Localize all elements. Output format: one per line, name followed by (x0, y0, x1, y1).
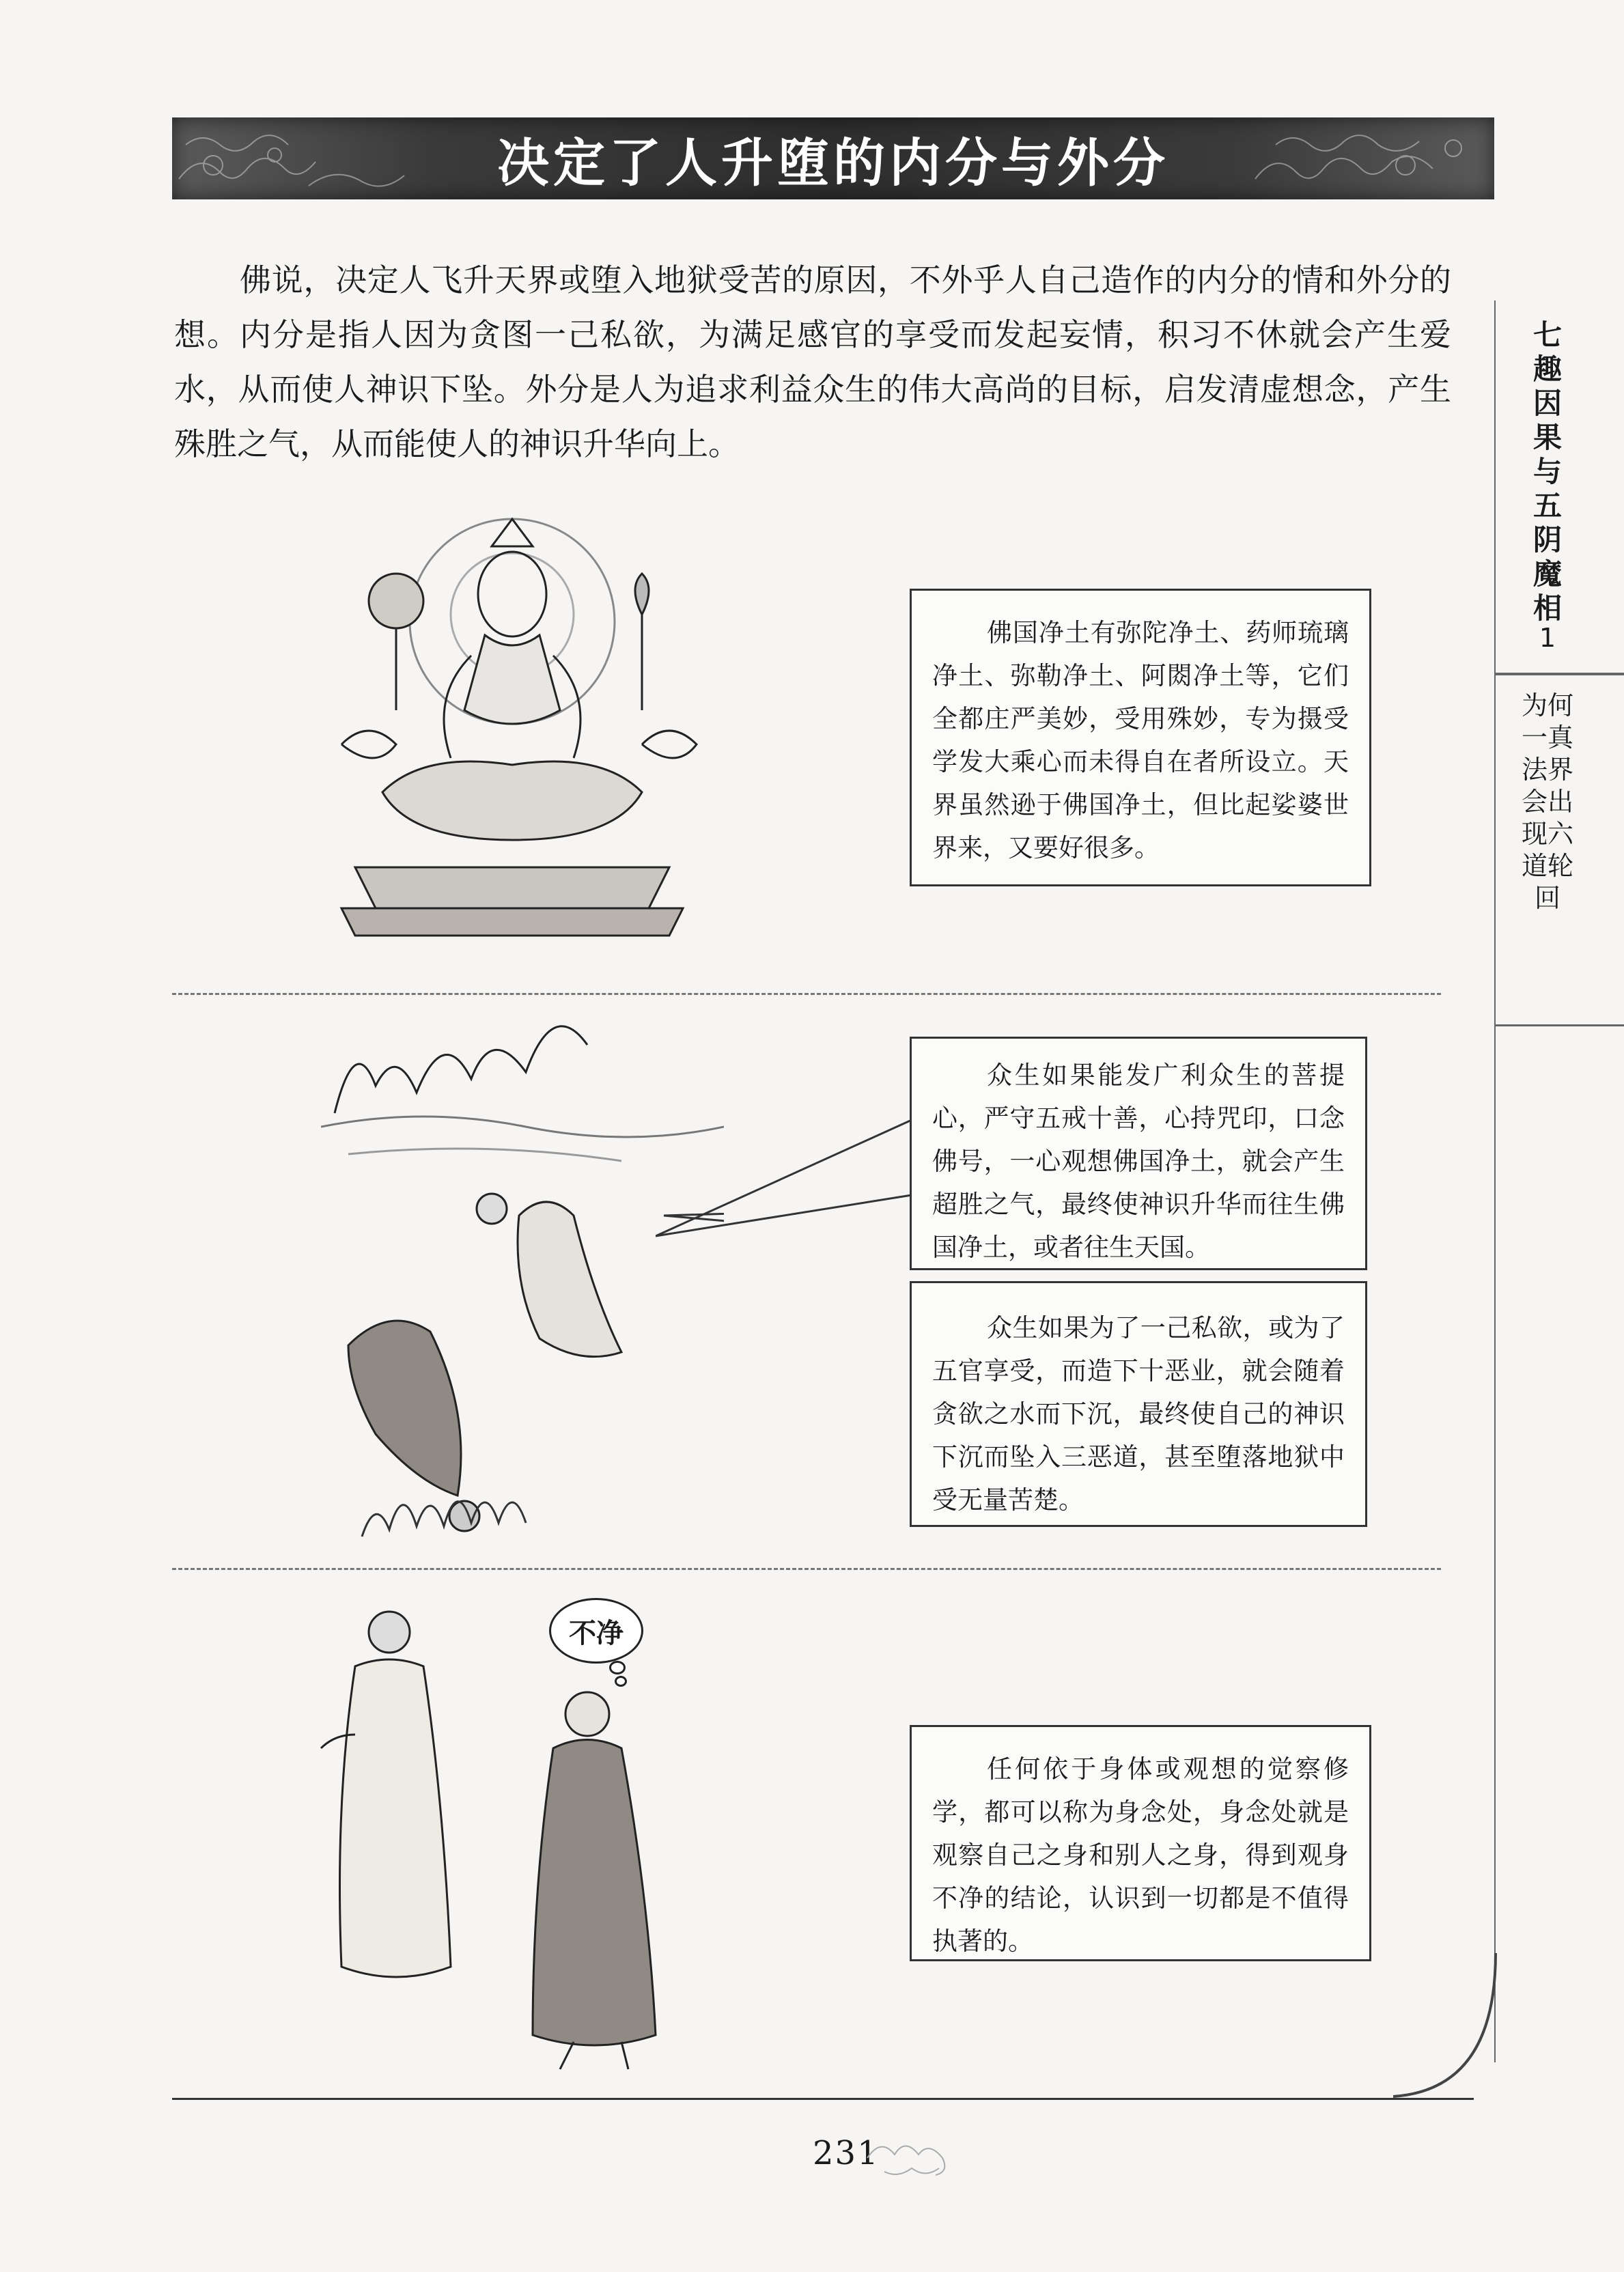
callout-fall: 众生如果为了一己私欲，或为了五官享受，而造下十恶业，就会随着贪欲之水而下沉，最终使自己的神识下沉而坠入三恶道，甚至堕落地狱中受无量苦楚。 (910, 1281, 1367, 1527)
bottom-rule (172, 2098, 1474, 2100)
page-number: 231 (813, 2134, 880, 2172)
speech-bubble-text: 不净 (569, 1616, 624, 1649)
cloud-ornament-footer (864, 2131, 960, 2185)
section-divider-2 (172, 1568, 1441, 1570)
bodhisattva-illustration (300, 499, 724, 963)
sidebar-chapter-number: 1 (1539, 623, 1556, 653)
bubble-dot-1 (609, 1661, 626, 1674)
rising-falling-figures-illustration (321, 1004, 724, 1564)
intro-paragraph: 佛说，决定人飞升天界或堕入地狱受苦的原因，不外乎人自己造作的内分的情和外分的想。内分是指人因为贪图一己私欲，为满足感官的享受而发起妄情，积习不休就会产生爱水，从而使人神识下坠。外分是人为追求利益众生的伟大高尚的目标，启发清虚想念，产生殊胜之气，从而能使人的神识升华向上。 (174, 262, 1451, 462)
corner-curve (1393, 1953, 1502, 2100)
callout-rise: 众生如果能发广利众生的菩提心，严守五戒十善，心持咒印，口念佛号，一心观想佛国净土，就会产生超胜之气，最终使神识升华而往生佛国净土，或者往生天国。 (910, 1037, 1367, 1270)
title-banner (172, 117, 1494, 199)
sidebar-rule-bottom (1494, 1024, 1624, 1026)
page-title: 决定了人升堕的内分与外分 (497, 132, 1169, 193)
cloud-ornament-left (172, 117, 432, 199)
callout-body-mindfulness: 任何依于身体或观想的觉察修学，都可以称为身念处，身念处就是观察自己之身和别人之身，得到观身不净的结论，认识到一切都是不值得执著的。 (910, 1725, 1371, 1961)
monks-illustration (300, 1591, 724, 2083)
callout-pointer (656, 1120, 915, 1270)
sidebar-divider (1494, 300, 1496, 2062)
callout-pure-lands: 佛国净土有弥陀净土、药师琉璃净土、弥勒净土、阿閦净土等，它们全都庄严美妙，受用殊妙，专为摄受学发大乘心而未得自在者所设立。天界虽然逊于佛国净土，但比起娑婆世界来，又要好很多。 (910, 589, 1371, 886)
section-divider-1 (172, 993, 1441, 995)
sidebar-rule-top (1494, 673, 1624, 675)
sidebar-chapter-title: 七趣因果与五阴魔相 (1532, 318, 1562, 625)
speech-bubble (549, 1598, 643, 1664)
bubble-dot-2 (615, 1676, 627, 1687)
cloud-ornament-right (1235, 117, 1494, 199)
sidebar-section-title: 为何一真法界会出现六道轮回 (1521, 690, 1573, 913)
